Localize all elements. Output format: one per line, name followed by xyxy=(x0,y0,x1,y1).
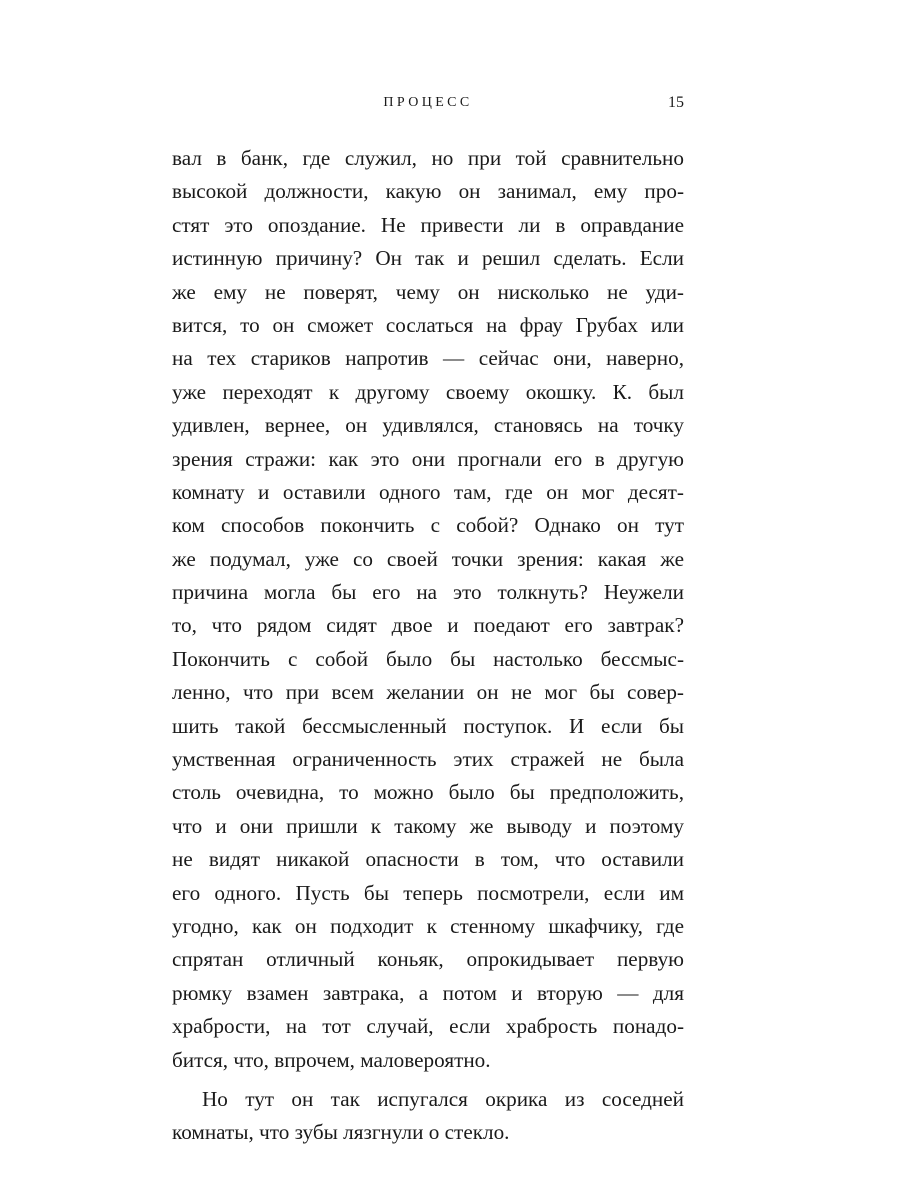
text-line: храбрости, на тот случай, если храбрость понадо- xyxy=(172,1014,684,1039)
text-line: вал в банк, где служил, но при той сравнительно xyxy=(172,146,684,170)
text-line: причина могла бы его на это толкнуть? Неужели xyxy=(172,580,684,605)
text-line: комнату и оставили одного там, где он мог десят- xyxy=(172,479,684,504)
running-header xyxy=(172,92,684,116)
text-line: зрения стражи: как это они прогнали его в другую xyxy=(172,446,684,471)
running-title: ПРОЦЕСС xyxy=(383,95,473,110)
text-line: Но тут он так испугался окрика из соседней xyxy=(202,1086,684,1111)
text-line: рюмку взамен завтрака, а потом и вторую — для xyxy=(172,980,684,1005)
text-line: бится, что, впрочем, маловероятно. xyxy=(172,1047,491,1072)
text-line: ленно, что при всем желании он не мог бы совер- xyxy=(172,680,684,705)
text-line: что и они пришли к такому же выводу и поэтому xyxy=(172,813,684,838)
text-line: же ему не поверят, чему он нисколько не уди- xyxy=(172,279,684,304)
text-line: комнаты, что зубы лязгнули о стекло. xyxy=(172,1120,510,1145)
text-line: не видят никакой опасности в том, что оставили xyxy=(172,847,684,872)
page-number: 15 xyxy=(668,94,684,111)
text-line: же подумал, уже со своей точки зрения: какая же xyxy=(172,546,684,571)
text-line: стят это опоздание. Не привести ли в оправдание xyxy=(172,212,684,237)
text-line: столь очевидна, то можно было бы предположить, xyxy=(172,780,684,805)
text-line: на тех стариков напротив — сейчас они, наверно, xyxy=(172,346,684,371)
text-line: Покончить с собой было бы настолько бессмыс- xyxy=(172,646,684,671)
paragraph-2 xyxy=(172,1083,684,1150)
text-line: шить такой бессмысленный поступок. И если бы xyxy=(172,713,684,738)
paragraph-1 xyxy=(172,142,684,1077)
text-line: спрятан отличный коньяк, опрокидывает первую xyxy=(172,947,684,972)
text-line: умственная ограниченность этих стражей не была xyxy=(172,747,684,772)
text-line: истинную причину? Он так и решил сделать. Если xyxy=(172,246,684,271)
body-text xyxy=(172,142,684,1150)
text-line: уже переходят к другому своему окошку. К. был xyxy=(172,379,684,404)
text-line: его одного. Пусть бы теперь посмотрели, если им xyxy=(172,880,684,905)
text-line: угодно, как он подходит к стенному шкафчику, где xyxy=(172,913,684,938)
text-line: удивлен, вернее, он удивлялся, становясь на точку xyxy=(172,413,684,438)
text-line: ком способов покончить с собой? Однако он тут xyxy=(172,513,684,538)
text-line: вится, то он сможет сослаться на фрау Грубах или xyxy=(172,312,684,337)
text-line: высокой должности, какую он занимал, ему про- xyxy=(172,179,684,204)
text-line: то, что рядом сидят двое и поедают его завтрак? xyxy=(172,613,684,638)
